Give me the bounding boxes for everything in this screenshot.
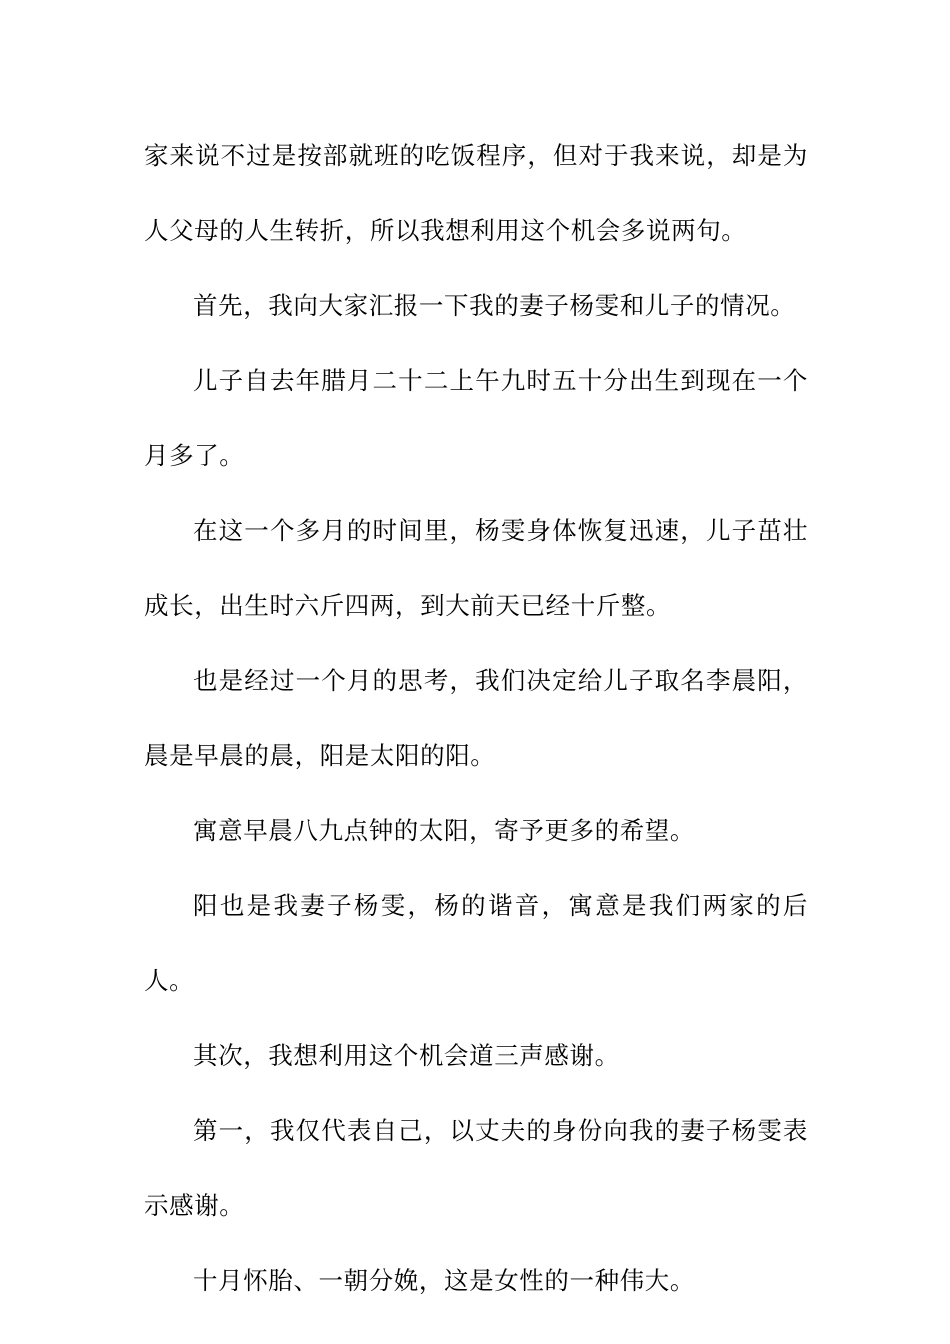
paragraph-9: 第一，我仅代表自己，以丈夫的身份向我的妻子杨雯表示感谢。 <box>144 1116 808 1220</box>
paragraph-10: 十月怀胎、一朝分娩，这是女性的一种伟大。 <box>193 1266 695 1295</box>
paragraph-8: 其次，我想利用这个机会道三声感谢。 <box>193 1041 620 1070</box>
paragraph-2: 首先，我向大家汇报一下我的妻子杨雯和儿子的情况。 <box>193 291 796 320</box>
paragraph-7: 阳也是我妻子杨雯，杨的谐音，寓意是我们两家的后人。 <box>144 891 808 995</box>
paragraph-6: 寓意早晨八九点钟的太阳，寄予更多的希望。 <box>193 816 695 845</box>
paragraph-1: 家来说不过是按部就班的吃饭程序，但对于我来说，却是为人父母的人生转折，所以我想利用这个机会多说两句。 <box>144 141 808 245</box>
paragraph-3: 儿子自去年腊月二十二上午九时五十分出生到现在一个月多了。 <box>144 366 808 470</box>
paragraph-4: 在这一个多月的时间里，杨雯身体恢复迅速，儿子茁壮成长，出生时六斤四两，到大前天已经十斤整。 <box>144 516 808 620</box>
paragraph-5: 也是经过一个月的思考，我们决定给儿子取名李晨阳，晨是早晨的晨，阳是太阳的阳。 <box>144 666 808 770</box>
document-body <box>144 118 808 1318</box>
